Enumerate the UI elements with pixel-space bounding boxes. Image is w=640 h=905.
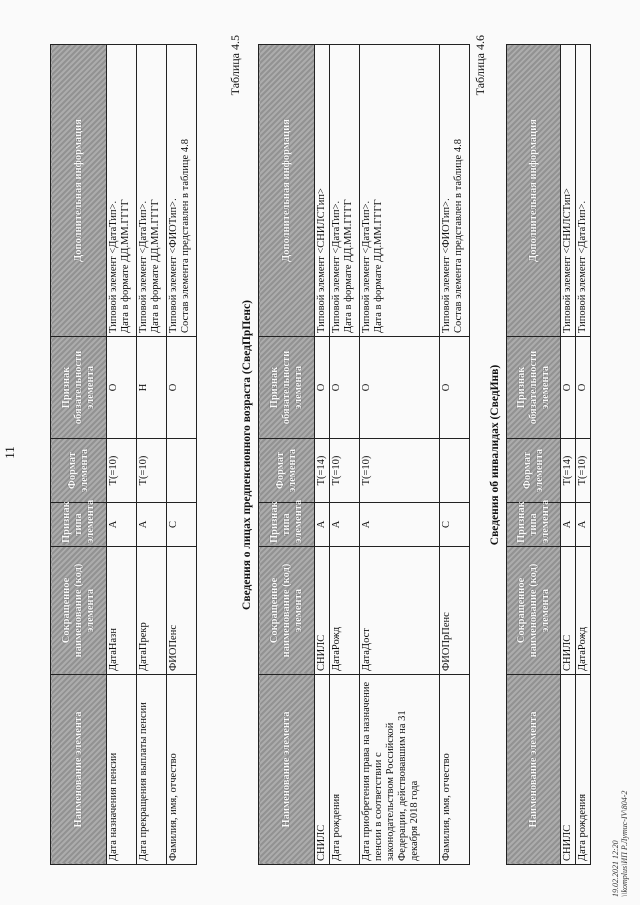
cell-name: Дата рождения bbox=[330, 675, 360, 865]
cell-info bbox=[137, 45, 167, 337]
info-line: Типовой элемент <ДатаТип>. Дата в формате ДД.ММ.ГГГГ bbox=[108, 199, 131, 333]
cell-code: ДатаПрекр bbox=[137, 547, 167, 675]
table-row bbox=[561, 45, 576, 865]
cell-name: СНИЛС bbox=[561, 675, 576, 865]
column-header: Наименование элемента bbox=[259, 675, 315, 865]
info-line: Типовой элемент <ФИОТип>. Состав элемента представлен в таблице 4.8 bbox=[441, 139, 464, 333]
cell-name: Фамилия, имя, отчество bbox=[440, 675, 470, 865]
cell-required: О bbox=[107, 337, 137, 439]
table-header-row bbox=[259, 45, 315, 865]
cell-type: С bbox=[440, 503, 470, 547]
cell-format: T(=10) bbox=[107, 439, 137, 503]
info-line: Типовой элемент <ФИОТип>. Состав элемента представлен в таблице 4.8 bbox=[168, 139, 191, 333]
cell-info: Типовой элемент <СНИЛСТип> bbox=[561, 45, 576, 337]
cell-name: Дата назначения пенсии bbox=[107, 675, 137, 865]
cell-type: А bbox=[330, 503, 360, 547]
info-line: Типовой элемент <ДатаТип>. Дата в формате ДД.ММ.ГГГГ bbox=[331, 199, 354, 333]
cell-required: О bbox=[315, 337, 330, 439]
column-header: Признак обязательности элемента bbox=[51, 337, 107, 439]
table-header-row bbox=[507, 45, 561, 865]
column-header: Дополнительная информация bbox=[259, 45, 315, 337]
cell-name: СНИЛС bbox=[315, 675, 330, 865]
cell-info bbox=[360, 45, 440, 337]
column-header: Формат элемента bbox=[51, 439, 107, 503]
table-row bbox=[167, 45, 197, 865]
disabled-persons-table bbox=[506, 44, 591, 865]
cell-code: ДатаНазн bbox=[107, 547, 137, 675]
table-row bbox=[107, 45, 137, 865]
cell-required: Н bbox=[137, 337, 167, 439]
info-line: Типовой элемент <ДатаТип>. Дата в формате ДД.ММ.ГГГГ bbox=[138, 199, 161, 333]
cell-code: СНИЛС bbox=[561, 547, 576, 675]
cell-type: А bbox=[137, 503, 167, 547]
cell-type: А bbox=[576, 503, 591, 547]
table-title: Сведения об инвалидах (СведИнв) bbox=[489, 364, 501, 546]
column-header: Сокращенное наименование (код) элемента bbox=[259, 547, 315, 675]
cell-info bbox=[440, 45, 470, 337]
cell-format: T(=14) bbox=[315, 439, 330, 503]
cell-format: T(=10) bbox=[137, 439, 167, 503]
cell-type: С bbox=[167, 503, 197, 547]
cell-name: Фамилия, имя, отчество bbox=[167, 675, 197, 865]
cell-code: ДатаРожд bbox=[330, 547, 360, 675]
column-header: Наименование элемента bbox=[51, 675, 107, 865]
table-row bbox=[315, 45, 330, 865]
footer-path: \\komplus\ИП Р.Лутис-IV\804-2 bbox=[620, 790, 629, 897]
pre-pension-table bbox=[258, 44, 470, 865]
cell-format: T(=14) bbox=[561, 439, 576, 503]
footer-timestamp: 19.02.2021 12:20 bbox=[611, 840, 620, 897]
column-header: Признак типа элемента bbox=[51, 503, 107, 547]
table-number: Таблица 4.6 bbox=[473, 35, 487, 96]
column-header: Формат элемента bbox=[507, 439, 561, 503]
column-header: Дополнительная информация bbox=[507, 45, 561, 337]
cell-format: T(=10) bbox=[360, 439, 440, 503]
cell-info: Типовой элемент <ДатаТип>. bbox=[576, 45, 591, 337]
table-number: Таблица 4.5 bbox=[228, 35, 242, 96]
cell-format bbox=[440, 439, 470, 503]
document-footer bbox=[611, 791, 629, 897]
cell-required: О bbox=[440, 337, 470, 439]
table-header-row bbox=[51, 45, 107, 865]
cell-name: Дата приобретения права на назначение пенсии в соответствии с законодательством Российской Федерации, действовавшим на 31 декабря 2018 года bbox=[360, 675, 440, 865]
cell-required: О bbox=[360, 337, 440, 439]
page-number: 11 bbox=[2, 446, 17, 459]
column-header: Дополнительная информация bbox=[51, 45, 107, 337]
cell-code: СНИЛС bbox=[315, 547, 330, 675]
cell-format bbox=[167, 439, 197, 503]
cell-info bbox=[167, 45, 197, 337]
column-header: Наименование элемента bbox=[507, 675, 561, 865]
cell-format: T(=10) bbox=[576, 439, 591, 503]
table-row bbox=[137, 45, 167, 865]
cell-format: T(=10) bbox=[330, 439, 360, 503]
table-title: Сведения о лицах предпенсионного возраста (СведПрПенс) bbox=[241, 300, 253, 610]
cell-type: А bbox=[561, 503, 576, 547]
info-line: Типовой элемент <ДатаТип>. Дата в формате ДД.ММ.ГГГГ bbox=[361, 199, 384, 333]
cell-type: А bbox=[315, 503, 330, 547]
cell-info: Типовой элемент <СНИЛСТип> bbox=[315, 45, 330, 337]
cell-code: ДатаДост bbox=[360, 547, 440, 675]
table-row bbox=[360, 45, 440, 865]
table-row bbox=[330, 45, 360, 865]
cell-required: О bbox=[561, 337, 576, 439]
column-header: Сокращенное наименование (код) элемента bbox=[51, 547, 107, 675]
cell-required: О bbox=[167, 337, 197, 439]
cell-info bbox=[107, 45, 137, 337]
table-row bbox=[576, 45, 591, 865]
table-row bbox=[440, 45, 470, 865]
column-header: Признак обязательности элемента bbox=[507, 337, 561, 439]
cell-type: А bbox=[107, 503, 137, 547]
cell-required: О bbox=[330, 337, 360, 439]
cell-required: О bbox=[576, 337, 591, 439]
column-header: Признак типа элемента bbox=[259, 503, 315, 547]
cell-info bbox=[330, 45, 360, 337]
column-header: Сокращенное наименование (код) элемента bbox=[507, 547, 561, 675]
cell-code: ФИОПенс bbox=[167, 547, 197, 675]
cell-type: А bbox=[360, 503, 440, 547]
cell-code: ФИОПрПенс bbox=[440, 547, 470, 675]
column-header: Формат элемента bbox=[259, 439, 315, 503]
cell-name: Дата рождения bbox=[576, 675, 591, 865]
cell-name: Дата прекращения выплаты пенсии bbox=[137, 675, 167, 865]
column-header: Признак типа элемента bbox=[507, 503, 561, 547]
cell-code: ДатаРожд bbox=[576, 547, 591, 675]
column-header: Признак обязательности элемента bbox=[259, 337, 315, 439]
elements-table-continued bbox=[50, 44, 197, 865]
